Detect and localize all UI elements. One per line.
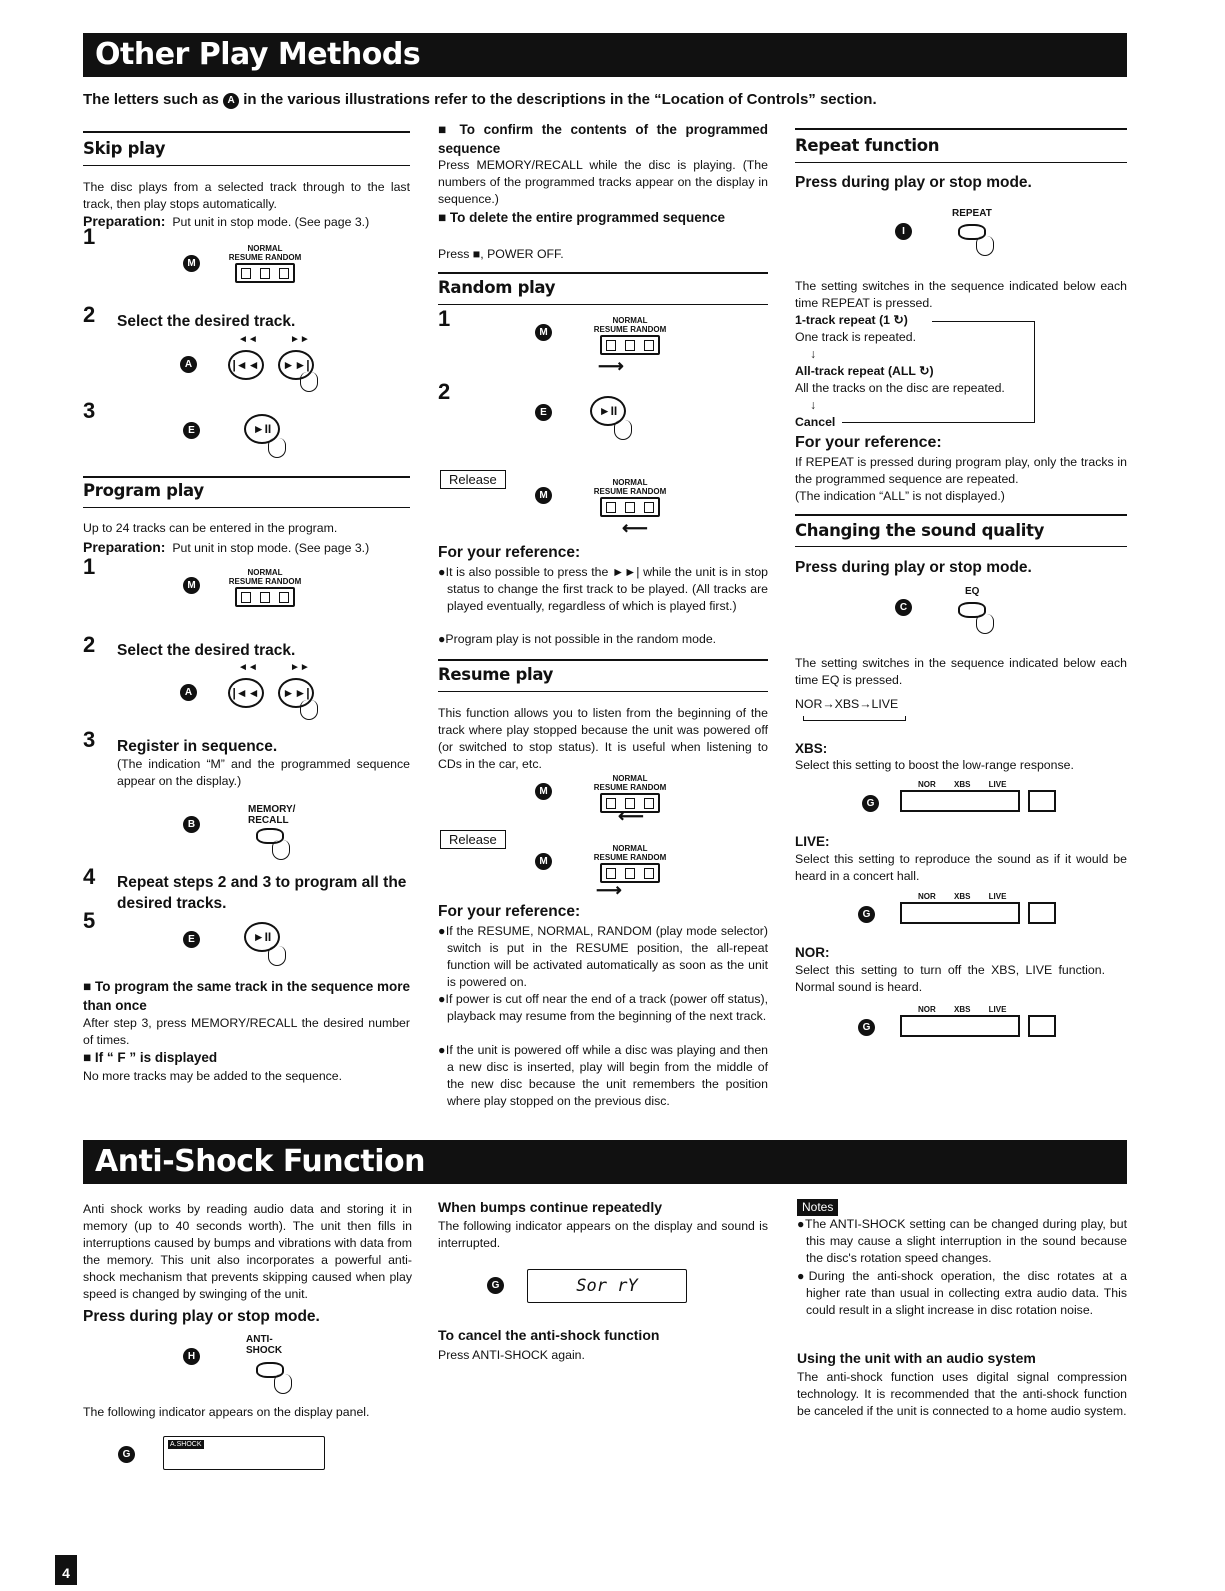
skip-back-button-icon: |◄◄: [228, 678, 264, 708]
indicator-text: The following indicator appears on the display panel.: [83, 1405, 370, 1419]
program-same-text: After step 3, press MEMORY/RECALL the desired number of times.: [83, 1016, 410, 1047]
press-instruction: Press during play or stop mode.: [795, 559, 1032, 576]
play-pause-button-icon: ►II: [244, 414, 280, 444]
step-text: Select the desired track.: [117, 642, 296, 659]
control-letter-icon: M: [535, 324, 552, 341]
repeat-desc: The setting switches in the sequence indicated below each time REPEAT is pressed.: [795, 279, 1127, 310]
repeat-mode-title: 1-track repeat (1 ↻): [795, 313, 908, 327]
forward-label: ►►: [290, 662, 310, 673]
switch-label: NORMAL: [612, 478, 648, 487]
divider: [795, 162, 1127, 163]
control-letter-icon: G: [862, 795, 879, 812]
section-title-sound-quality: Changing the sound quality: [795, 521, 1045, 540]
divider: [795, 546, 1127, 547]
resume-desc: This function allows you to listen from the beginning of the track where play stopped because the unit was powered off (or switched to stop status). It is useful when listening to CDs in the car, etc.: [438, 706, 768, 771]
step-text: Register in sequence.: [117, 738, 278, 755]
switch-label: NORMAL: [247, 568, 283, 577]
switch-label: NORMAL: [612, 316, 648, 325]
divider: [83, 507, 410, 508]
divider: [83, 131, 410, 133]
display-panel-icon: [163, 1436, 325, 1470]
section-banner-anti-shock: Anti-Shock Function: [83, 1140, 1127, 1184]
play-pause-button-icon: ►II: [590, 396, 626, 426]
pressing-hand-icon: [268, 946, 286, 966]
subtitle-text: The letters such as: [83, 91, 219, 108]
switch-label: RANDOM: [630, 783, 667, 792]
switch-label: RESUME: [228, 577, 263, 586]
reference-heading: For your reference:: [795, 434, 942, 451]
control-letter-icon: E: [183, 931, 200, 948]
section-title-resume-play: Resume play: [438, 665, 554, 684]
control-letter-icon: E: [535, 404, 552, 421]
page-number: 4: [55, 1555, 77, 1585]
release-label: Release: [440, 830, 506, 849]
press-instruction: Press during play or stop mode.: [83, 1308, 320, 1325]
step-number: 1: [438, 306, 451, 331]
pressing-hand-icon: [268, 438, 286, 458]
eq-mode-text: Select this setting to turn off the XBS, LIVE function. Normal sound is heard.: [795, 963, 1105, 994]
pressing-hand-icon: [614, 420, 632, 440]
repeat-label: REPEAT: [952, 208, 992, 219]
eq-label: EQ: [965, 586, 980, 597]
control-letter-icon: H: [183, 1348, 200, 1365]
subheading: Using the unit with an audio system: [797, 1350, 1036, 1366]
display-labels: NOR XBS LIVE: [918, 892, 1007, 901]
pressing-hand-icon: [976, 236, 994, 256]
divider: [795, 514, 1127, 516]
divider: [83, 476, 410, 478]
divider: [438, 659, 768, 661]
prep-label: Preparation:: [83, 539, 166, 555]
control-letter-icon: G: [118, 1446, 135, 1463]
switch-label: RESUME: [593, 783, 628, 792]
step-number: 1: [83, 224, 96, 249]
control-letter-icon: M: [535, 783, 552, 800]
release-label: Release: [440, 470, 506, 489]
program-desc: Up to 24 tracks can be entered in the program.: [83, 521, 338, 535]
reference-heading: For your reference:: [438, 903, 581, 920]
eq-mode-title: LIVE:: [795, 834, 830, 849]
section-title-repeat-function: Repeat function: [795, 136, 940, 155]
forward-label: ►►: [290, 334, 310, 345]
play-pause-button-icon: ►II: [244, 922, 280, 952]
step-number: 5: [83, 908, 96, 933]
play-mode-switch-icon: [585, 844, 675, 883]
reference-bullet: ●If power is cut off near the end of a track (power off status), playback may resume from the beginning of the next track.: [438, 992, 768, 1023]
pressing-hand-icon: [300, 372, 318, 392]
memory-recall-label: MEMORY/ RECALL: [248, 804, 296, 826]
control-letter-icon: C: [895, 599, 912, 616]
audio-system-text: The anti-shock function uses digital signal compression technology. It is recommended that the anti-shock function be canceled if the unit is connected to a home audio system.: [797, 1370, 1127, 1418]
cancel-text: Press ANTI-SHOCK again.: [438, 1348, 585, 1362]
reference-bullet: ●If the unit is powered off while a disc was playing and then a new disc is inserted, play will begin from the middle of the new disc because the unit remembers the position where play stopped on the previous disc.: [438, 1043, 768, 1108]
subheading: ■ To delete the entire programmed sequence: [438, 210, 725, 225]
subheading: When bumps continue repeatedly: [438, 1199, 663, 1215]
reference-text: If REPEAT is pressed during program play, only the tracks in the programmed sequence are repeated.: [795, 455, 1127, 486]
left-arrow-icon: ⟵: [622, 518, 648, 538]
pressing-hand-icon: [300, 700, 318, 720]
step-number: 2: [438, 379, 451, 404]
display-labels: NOR XBS LIVE: [918, 1005, 1007, 1014]
skip-prep: [83, 213, 369, 231]
intro-note: [83, 91, 877, 109]
eq-mode-title: XBS:: [795, 741, 828, 756]
control-letter-icon: M: [535, 487, 552, 504]
step-text: Repeat steps 2 and 3 to program all the desired tracks.: [117, 874, 407, 912]
repeat-mode-title: All-track repeat (ALL ↻): [795, 364, 934, 378]
switch-label: RANDOM: [630, 487, 667, 496]
display-panel-icon: [898, 890, 1058, 928]
section-title-skip-play: Skip play: [83, 139, 166, 158]
switch-label: RANDOM: [630, 325, 667, 334]
bumps-text: The following indicator appears on the display and sound is interrupted.: [438, 1219, 768, 1250]
control-letter-icon: M: [183, 577, 200, 594]
anti-shock-desc: Anti shock works by reading audio data and storing it in memory (up to 40 seconds worth). The unit then fills in interruptions caused by bumps and vibrations with data from the memory. This unit also incorporates a powerful anti-shock mechanism that prevents skipping caused when play speed is changed by swinging of the unit.: [83, 1202, 412, 1301]
control-letter-icon: G: [858, 906, 875, 923]
switch-label: NORMAL: [247, 244, 283, 253]
reference-bullet: ●It is also possible to press the ►►| while the unit is in stop status to change the first track to be played. (All tracks are played eventually, regardless of which is played first.): [438, 565, 768, 613]
pressing-hand-icon: [272, 840, 290, 860]
switch-label: NORMAL: [612, 774, 648, 783]
step-number: 3: [83, 398, 96, 423]
right-arrow-icon: ⟶: [596, 880, 622, 900]
note-bullet: ●The ANTI-SHOCK setting can be changed during play, but this may cause a slight interruption in the sound because the disc's rotation speed changes.: [797, 1217, 1127, 1265]
section-title-program-play: Program play: [83, 481, 204, 500]
program-f-text: No more tracks may be added to the sequence.: [83, 1069, 343, 1083]
sound-desc: The setting switches in the sequence indicated below each time EQ is pressed.: [795, 656, 1127, 687]
control-letter-icon: B: [183, 816, 200, 833]
eq-mode-text: Select this setting to boost the low-range response.: [795, 758, 1074, 772]
subtitle-text: in the various illustrations refer to the descriptions in the “Location of Controls” section.: [243, 91, 877, 108]
anti-shock-label: ANTI- SHOCK: [246, 1334, 283, 1356]
step-text: Select the desired track.: [117, 313, 296, 330]
confirm-text: Press MEMORY/RECALL while the disc is playing. (The numbers of the programmed tracks appear on the display in sequence.): [438, 158, 768, 206]
switch-label: RESUME: [593, 325, 628, 334]
repeat-mode-title: Cancel: [795, 415, 836, 429]
control-letter-icon: G: [858, 1019, 875, 1036]
eq-mode-text: Select this setting to reproduce the sound as if it would be heard in a concert hall.: [795, 852, 1127, 883]
step-note: (The indication “M” and the programmed sequence appear on the display.): [117, 757, 410, 788]
switch-label: RESUME: [593, 853, 628, 862]
display-labels: NOR XBS LIVE: [918, 780, 1007, 789]
control-letter-icon: A: [180, 356, 197, 373]
reference-note: (The indication “ALL” is not displayed.): [795, 489, 1005, 503]
step-number: 2: [83, 302, 96, 327]
notes-badge: Notes: [797, 1199, 838, 1216]
play-mode-switch-icon: [585, 478, 675, 517]
switch-label: RESUME: [593, 487, 628, 496]
loop-line: [842, 422, 1034, 423]
press-instruction: Press during play or stop mode.: [795, 174, 1032, 191]
subheading: ■ To program the same track in the sequence more than once: [83, 979, 410, 1013]
step-number: 4: [83, 864, 96, 889]
left-arrow-icon: ⟵: [618, 806, 644, 826]
divider: [795, 128, 1127, 130]
subheading: To cancel the anti-shock function: [438, 1327, 660, 1343]
divider: [438, 272, 768, 274]
section-title-random-play: Random play: [438, 278, 556, 297]
eq-mode-title: NOR:: [795, 945, 830, 960]
skip-desc: The disc plays from a selected track through to the last track, then play stops automatically.: [83, 180, 410, 211]
reference-bullet: ●Program play is not possible in the random mode.: [438, 632, 717, 646]
switch-label: RANDOM: [265, 577, 302, 586]
loop-line: [803, 716, 906, 721]
skip-forward-button-icon: ►►|: [278, 350, 314, 380]
play-mode-switch-icon: [585, 316, 675, 355]
right-arrow-icon: ⟶: [598, 356, 624, 376]
rewind-label: ◄◄: [238, 334, 258, 345]
switch-label: RESUME: [228, 253, 263, 262]
display-panel-icon: [898, 1003, 1058, 1041]
section-banner-other-play-methods: Other Play Methods: [83, 33, 1127, 77]
circled-letter-icon: A: [223, 93, 239, 109]
step-number: 2: [83, 632, 96, 657]
eq-sequence: NOR→XBS→LIVE: [795, 697, 899, 711]
delete-text: Press ■, POWER OFF.: [438, 247, 564, 261]
reference-bullet: ●If the RESUME, NORMAL, RANDOM (play mode selector) switch is put in the RESUME position, the all-repeat function will be activated automatically as soon as the unit is powered on.: [438, 924, 768, 989]
reference-heading: For your reference:: [438, 544, 581, 561]
prep-text: Put unit in stop mode. (See page 3.): [172, 215, 370, 229]
repeat-mode-text: One track is repeated.: [795, 330, 916, 344]
note-bullet: ●During the anti-shock operation, the disc rotates at a higher rate than usual in collecting extra audio data. This could result in a slight increase in disc rotation noise.: [797, 1269, 1127, 1317]
down-arrow-icon: ↓: [810, 398, 817, 412]
divider: [438, 691, 768, 692]
repeat-mode-text: All the tracks on the disc are repeated.: [795, 381, 1005, 395]
control-letter-icon: M: [183, 255, 200, 272]
loop-line: [1034, 321, 1035, 423]
switch-label: NORMAL: [612, 844, 648, 853]
prep-text: Put unit in stop mode. (See page 3.): [172, 541, 370, 555]
program-prep: [83, 539, 369, 557]
control-letter-icon: E: [183, 422, 200, 439]
pressing-hand-icon: [976, 614, 994, 634]
skip-forward-button-icon: ►►|: [278, 678, 314, 708]
sorry-display: Sor rY: [527, 1269, 687, 1303]
rewind-label: ◄◄: [238, 662, 258, 673]
pressing-hand-icon: [274, 1374, 292, 1394]
control-letter-icon: G: [487, 1277, 504, 1294]
control-letter-icon: A: [180, 684, 197, 701]
prep-label: Preparation:: [83, 213, 166, 229]
control-letter-icon: M: [535, 853, 552, 870]
divider: [83, 165, 410, 166]
switch-label: RANDOM: [630, 853, 667, 862]
play-mode-switch-icon: [220, 568, 310, 607]
divider: [438, 304, 768, 305]
down-arrow-icon: ↓: [810, 347, 817, 361]
subheading: ■ If “ F ” is displayed: [83, 1050, 218, 1065]
display-panel-icon: [898, 778, 1058, 816]
step-number: 3: [83, 727, 96, 752]
step-number: 1: [83, 554, 96, 579]
loop-line: [932, 321, 1035, 322]
subheading: ■ To confirm the contents of the programmed sequence: [438, 122, 768, 156]
switch-label: RANDOM: [265, 253, 302, 262]
skip-back-button-icon: |◄◄: [228, 350, 264, 380]
anti-shock-indicator: A.SHOCK: [170, 1441, 202, 1448]
play-mode-switch-icon: [220, 244, 310, 283]
control-letter-icon: I: [895, 223, 912, 240]
